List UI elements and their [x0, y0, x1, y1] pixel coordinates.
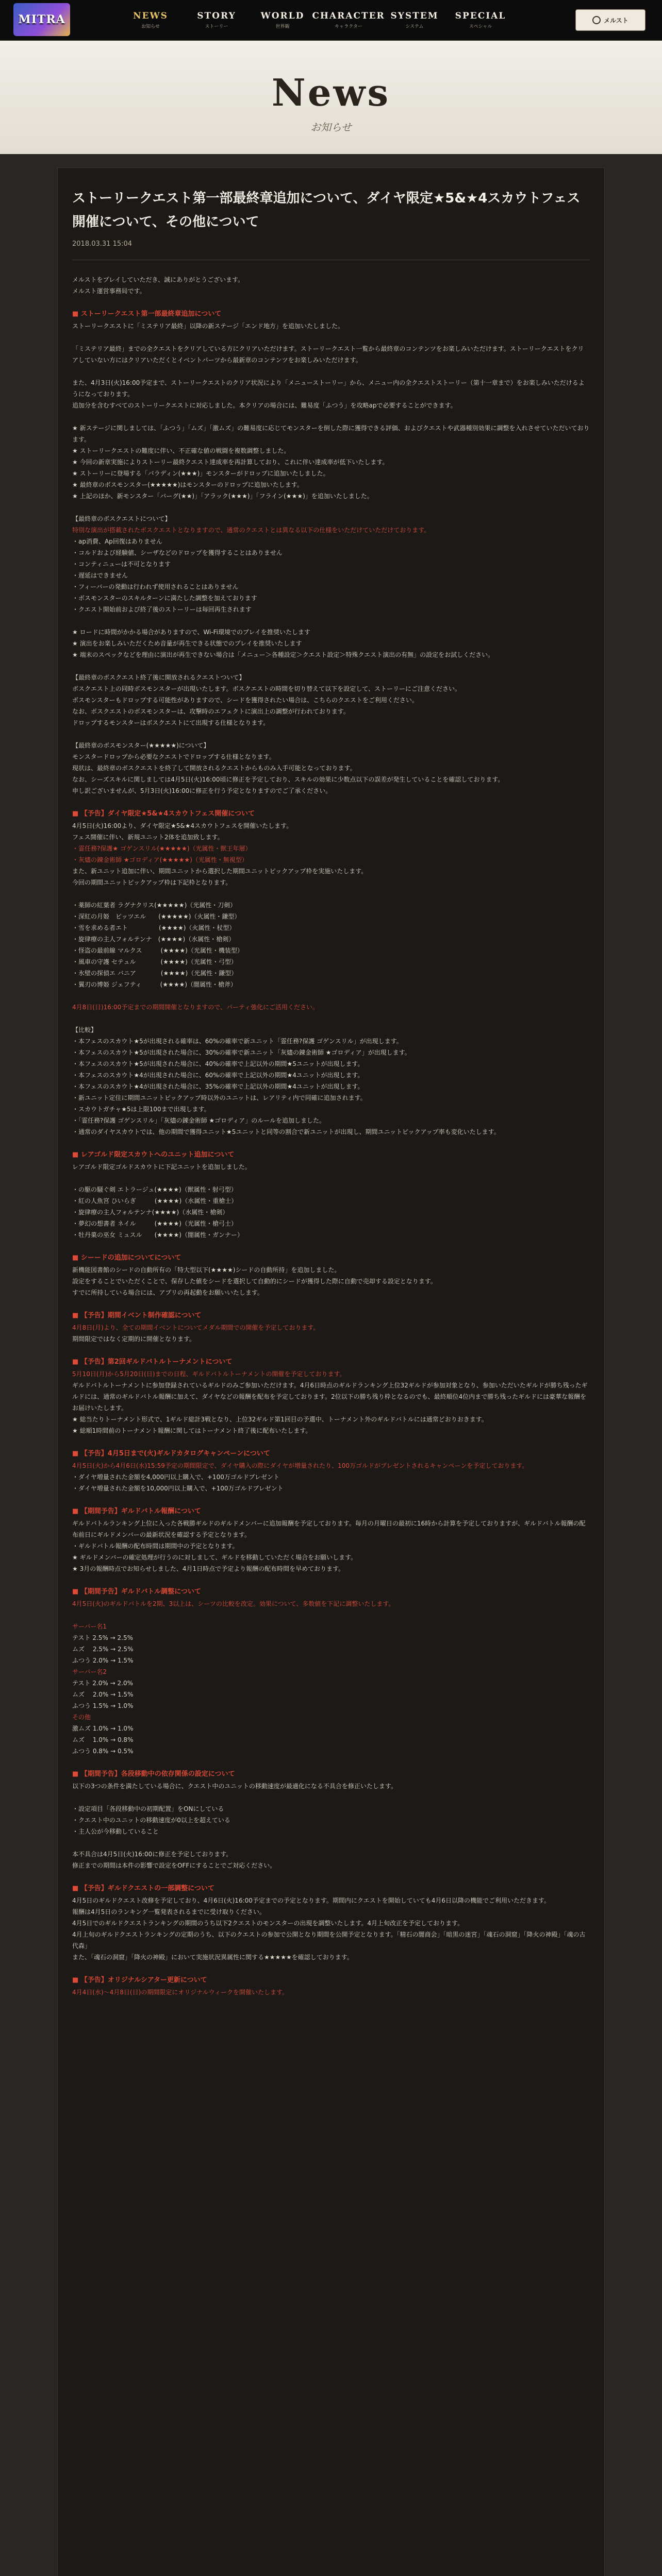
section-heading: ■ ストーリークエスト第一部最終章追加について	[72, 310, 222, 318]
article-paragraph: ボスモンスターもドロップする可能性がありますので、シードを獲得されたい場合は、こちらのクエストをご利用ください。	[72, 697, 418, 704]
section-heading: ■ 【予告】ダイヤ限定★5&★4スカウトフェス開催について	[72, 810, 255, 818]
article-paragraph: 以下の3つの条件を満たしている場合に、クエスト中のユニットの移動速度が最適化になる不具合を修正いたします。	[72, 1783, 397, 1790]
site-header	[0, 0, 662, 41]
spacer	[72, 1173, 590, 1184]
article-paragraph: テスト 2.0% → 2.0%	[72, 1680, 133, 1687]
article-paragraph: その他	[72, 1714, 91, 1721]
section-heading: ■ 【予告】期間イベント制作確認について	[72, 1312, 202, 1319]
article-paragraph: ・霊任務?保護★ ゴゲンスリル(★★★★★)（光属性・獣王年層）	[72, 845, 252, 852]
article-paragraph: ・本フェスのスカウト★5が出現された場合に、40%の確率で上記以外の期間★5ユニットが出現します。	[72, 1060, 364, 1067]
article-paragraph: 申し訳ございませんが、5月3日(火)16:00に修正を行う予定となりますのでご了承ください。	[72, 787, 332, 794]
spacer	[72, 332, 590, 343]
article-paragraph: モンスタードロップから必要なクエストでドロップする仕様となります。	[72, 753, 275, 760]
spacer	[72, 502, 590, 513]
article-paragraph: ・クエスト開始前および終了後のストーリーは毎回再生されます	[72, 606, 252, 613]
article-paragraph: サーバー名1	[72, 1623, 107, 1630]
spacer	[72, 796, 590, 808]
article-paragraph: 4月5日(火)から4月6日(水)15:59予定の期間限定で、ダイヤ購入の際にダイヤが増量されたり、100万ゴルドがプレゼントされるキャンペーンを予定しております。	[72, 1462, 528, 1469]
article-paragraph: 本不具合は4月5日(火)16:00に修正を予定しております。	[72, 1851, 233, 1858]
spacer	[72, 1792, 590, 1803]
spacer	[72, 888, 590, 900]
section-heading: ■ 【予告】第2回ギルドバトルトーナメントについて	[72, 1358, 233, 1366]
article-paragraph: ・フィーバーの発動は行われず使用されることはありません	[72, 583, 239, 590]
article-paragraph: ★ 端末のスペックなどを理由に演出が再生できない場合は「メニュー＞各種設定＞クエスト設定＞特殊クエスト演出の有無」の設定をお試しください。	[72, 651, 494, 658]
article-paragraph: また、「魂石の洞窟」「降火の神殿」において実施状況異属性に関する★★★★★を確認しております。	[72, 1954, 353, 1961]
article-paragraph: 4月8日(日)16:00予定までの期間開催となりますので、パーティ強化にご活用ください。	[72, 1004, 319, 1011]
nav-world[interactable]	[250, 0, 316, 40]
spacer	[72, 1963, 590, 1974]
nav-sublabel: ストーリー	[205, 24, 228, 29]
article-paragraph: 4月上旬のギルドクエストランキングの定期のうち、以下のクエストの参加で公開となり期間を公開予定となります。「精石の闇商会」「暗黒の迷宮」「魂石の洞窟」「降火の神殿」「魂の古代森」	[72, 1931, 586, 1950]
article-paragraph: ・通常のダイヤスカウトでは、他の期間で獲得ユニット★5ユニットと同等の割合で新ユニットが出現し、期間ユニットピックアップ率も変化いたします。	[72, 1128, 500, 1136]
article-paragraph: ストーリークエストに「ミステリア最終」以降の新ステージ「エンド地方」を追加いたしました。	[72, 323, 344, 330]
article-paragraph: 特別な演出が搭載されたボスクエストとなりますので、通常のクエストとは異なる以下の仕様をいただけていただけております。	[72, 527, 431, 534]
article-paragraph: ・灰燼の錬金術師 ★ゴロディア(★★★★★)（光属性・無視型）	[72, 856, 248, 863]
article-paragraph: ・ダイヤ増量された金額を10,000円以上購入で、+100万ゴルドプレゼント	[72, 1485, 284, 1492]
nav-sublabel: スペシャル	[469, 24, 492, 29]
article-paragraph: 今回の期間ユニットピックアップ枠は下記枠となります。	[72, 879, 232, 886]
article-paragraph: ・ダイヤ増量された金額を4,000円以上購入で、+100万ゴルドプレゼント	[72, 1473, 279, 1481]
article-paragraph: ・主人公が今移動していること	[72, 1828, 159, 1835]
article-paragraph: ・翼刃の博姫 ジェフティ (★★★★)（闇属性・槍斧）	[72, 981, 237, 988]
article-paragraph: フェス開催に伴い、新規ユニット2体を追加致します。	[72, 834, 224, 841]
logo-text: MITRA	[18, 13, 65, 26]
nav-story[interactable]	[184, 0, 250, 40]
spacer	[72, 1436, 590, 1448]
article-paragraph: なお、シーズスキルに関しましては4月5日(火)16:00頃に修正を予定しており、スキルの効果に少数点以下の誤差が発生していることを確認しております。	[72, 776, 504, 783]
article-paragraph: サーバー名2	[72, 1668, 107, 1675]
article-paragraph: レアゴルド限定ゴルドスカウトに下記ユニットを追加しました。	[72, 1163, 251, 1171]
article-paragraph: 設定をすることでいただくことで、保存した値をシードを選択して自動的にシードが獲得した際に自動で売却する設定となります。	[72, 1278, 437, 1285]
spacer	[72, 1574, 590, 1586]
nav-label: SPECIAL	[455, 11, 506, 21]
article-paragraph: ★ 今回の新章実施によりストーリー最終クエスト達成率を再計算しており、これに伴い達成率が低下いたします。	[72, 459, 389, 466]
article-paragraph: ★ ストーリーに登場する「パラディン(★★★)」モンスターがドロップに追加いたしました。	[72, 470, 329, 477]
nav-news[interactable]	[118, 0, 184, 40]
spacer	[72, 1609, 590, 1621]
article-paragraph: ★ 総当たりトーナメント形式で、1ギルド総計3戦となり、上位32ギルド第1回目の予選中、トーナメント外のギルドバトルには通常どおりおきます。	[72, 1416, 488, 1423]
spacer	[72, 1871, 590, 1883]
spacer	[72, 1013, 590, 1024]
article-paragraph: ・設定項目「各段移動中の初期配置」をONにしている	[72, 1805, 224, 1812]
spacer	[72, 660, 590, 672]
article-paragraph: ・コルドおよび経験値、シーザなどのドロップを獲得することはありません	[72, 549, 283, 556]
article-paragraph: ギルドバトルトーナメントに参加登録されているギルドのみご参加いただけます。4月6日時点のギルドランキング上位32ギルドが参加対象となり、参加いただいたギルドが勝ち残ったギルドには、通常のギルドバトル報酬に加えて、ダイヤなどの報酬を配布を予定しております。2位以下の勝ち残り枠となるのでも、最終順位4位内まで勝ち残ったギルドには豪華な報酬をお届けいたします。	[72, 1382, 588, 1412]
article-paragraph: ★ 3月の報酬時点でお知らせしました、4月1日時点で予定より報酬の配布時間を早めております。	[72, 1565, 345, 1572]
article-paragraph: ・スカウトガチャ★5は上限100まで出現します。	[72, 1106, 210, 1113]
spacer	[72, 411, 590, 422]
article-paragraph: ・本フェスのスカウト★4が出現された場合に、60%の確率で上記以外の期間★4ユニットが出現します。	[72, 1072, 364, 1079]
section-heading: ■ レアゴルド限定スカウトへのユニット追加について	[72, 1151, 235, 1159]
article-paragraph: ★ 演出をお楽しみいただくため音量が再生できる状態でのプレイを推奨いたします	[72, 640, 302, 647]
article-paragraph: 4月5日(火)のギルドバトルを2期、3以上は、シーツの比較を改定。効果について、多数値を下記に調整いたします。	[72, 1600, 395, 1607]
article-paragraph: 【最終章のボスクエストについて】	[72, 515, 171, 522]
article-paragraph: 【最終章のボスクエスト終了後に開放されるクエストついて】	[72, 674, 245, 681]
article-paragraph: ボスクエスト上の同時ボスモンスターが出現いたします。ボスクエストの時間を切り替えて以下を設定して、ストーリーにご注意ください。	[72, 685, 461, 692]
article-paragraph: 期間限定ではなく定期的に開催となります。	[72, 1335, 196, 1343]
article-paragraph: ・氷壁の探偵エ バニア (★★★★)（光属性・鎌型）	[72, 970, 238, 977]
article-paragraph: ・紅の人魚宮 ひいらぎ (★★★★)（水属性・重槍士）	[72, 1197, 238, 1205]
nav-label: NEWS	[133, 11, 168, 21]
article-paragraph: テスト 2.5% → 2.5%	[72, 1634, 133, 1641]
article-paragraph: ムズ 1.0% → 0.8%	[72, 1736, 134, 1743]
article-paragraph: ・本フェスのスカウト★4が出現された場合に、35%の確率で上記以外の期間★4ユニットが出現します。	[72, 1083, 364, 1090]
spacer	[72, 1298, 590, 1310]
article-paragraph: ・ap消費、Ap回復はありません	[72, 538, 162, 545]
article-paragraph: ★ ストーリークエストの難度に伴い、不正確な値の戦闘を複数調整しました。	[72, 447, 290, 454]
section-heading: ■ 【予告】ギルドクエストの一部調整について	[72, 1885, 214, 1892]
article-paragraph: ・本フェスのスカウト★5が出現された場合に、30%の確率で新ユニット「灰燼の錬金術師 ★ゴロディア」が出現します。	[72, 1049, 411, 1056]
page-title: News	[271, 71, 391, 114]
spacer	[72, 990, 590, 1002]
section-heading: ■ シーードの追加についてについて	[72, 1254, 181, 1262]
article-paragraph: メルストをプレイしていただき、誠にありがとうございます。	[72, 276, 244, 283]
news-hero	[0, 41, 662, 154]
article-paragraph: ・クエスト中のユニットの移動速度が0以上を超えている	[72, 1817, 230, 1824]
article-paragraph: ・遅延はできません	[72, 572, 128, 579]
section-heading: ■ 【期間予告】ギルドバトル報酬について	[72, 1507, 201, 1515]
spacer	[72, 1241, 590, 1252]
article-paragraph: メルスト運営事務局です。	[72, 287, 146, 295]
nav-system[interactable]	[382, 0, 448, 40]
article-paragraph: ★ 上記のほか、新モンスター「バーグ(★★)」「アラック(★★★)」「フライン(★★★)」を追加いたしました。	[72, 493, 373, 500]
article-paragraph: 激ムズ 1.0% → 1.0%	[72, 1725, 134, 1732]
article-paragraph: 追加分を含むすべてのストーリークエストに対応しました。本クリアの場合には、難易度「ふつう」を攻略apで必要することができます。	[72, 402, 457, 409]
main-nav	[118, 0, 514, 40]
nav-label: SYSTEM	[390, 11, 439, 21]
nav-sublabel: 世界観	[275, 24, 290, 29]
article-paragraph: ギルドバトルランキング上位に入った各戦勝ギルドのギルドメンバーに追加報酬を予定しております。毎月の月曜日の最初に16時から計算を予定しておりますが、ギルドバトル報酬の配布前日にギルドメンバーの最新状況を確認する予定となります。	[72, 1520, 586, 1538]
article-paragraph: ・本フェスのスカウト★5が出現される確率は、60%の確率で新ユニット「霊任務?保護 ゴゲンスリル」が出現します。	[72, 1038, 403, 1045]
article-paragraph: ★ ギルドメンバーの確定処理が行うのに対しまして、ギルドを移動していただく場合をお願いします。	[72, 1554, 357, 1561]
article-paragraph: ・の駆の騒ぐ剣 エトラージュ(★★★★)（獣属性・射弓型）	[72, 1186, 237, 1193]
spacer	[72, 366, 590, 377]
article-paragraph: ・旋律療の主人フォルテンナ(★★★★)（水属性・槍剣）	[72, 1209, 229, 1216]
circle-icon	[592, 16, 601, 24]
article-paragraph: 4月5日(火)16:00より、ダイヤ限定★5&★4スカウトフェスを開催いたします。	[72, 822, 293, 829]
section-heading: ■ 【予告】4月5日まで(火)ギルドカタログキャンペーンについて	[72, 1450, 270, 1458]
article-paragraph: 新機能図書館のシードの自動所有の「特大型以下(★★★★)シードの自動所持」を追加しました。	[72, 1266, 341, 1274]
article-title: ストーリークエスト第一部最終章追加について、ダイヤ限定★5&★4スカウトフェス開催について、その他について	[72, 191, 581, 230]
article-paragraph: ★ 総順1時間前のトーナメント報酬に関してはトーナメント終了後に配布いたします。	[72, 1427, 312, 1434]
spacer	[72, 728, 590, 740]
article-paragraph: 4月5日のギルドクエスト改修を予定しており、4月6日(火)16:00予定までの予定となります。期間内にクエストを開始していても4月6日以降の機能でご利用いただきます。	[72, 1897, 551, 1904]
nav-sublabel: システム	[405, 24, 424, 29]
article-paragraph: ふつう 2.0% → 1.5%	[72, 1657, 134, 1664]
article-paragraph: ・深紅の月姫 ビッツエル (★★★★★)（火属性・鎌型）	[72, 913, 241, 920]
spacer	[72, 1345, 590, 1356]
article-paragraph: 報酬は4月5日のランキング一覧発表されるまでに受け取りください。	[72, 1908, 266, 1916]
article-paragraph: また、4月3日(火)16:00予定まで、ストーリークエストのクリア状況により「メニューストーリー」から、メニュー内の全クエストストーリー（第十一章まで）をお楽しみいただけるようになっております。	[72, 379, 585, 398]
article-paragraph: ★ 最終章のボスモンスター(★★★★★)はモンスターのドロップに追加いたします。	[72, 481, 303, 488]
article-paragraph: ・夢幻の想書者 ネイル (★★★★)（光属性・槍弓士）	[72, 1220, 237, 1227]
article-paragraph: 【最終章のボスモンスター(★★★★★)について】	[72, 742, 210, 749]
nav-sublabel: お知らせ	[141, 24, 160, 29]
article-paragraph: ・牡丹菓の巫女 ミュスル (★★★★)（闇属性・ガンナー）	[72, 1231, 243, 1239]
page-subtitle: お知らせ	[310, 121, 352, 133]
article-paragraph: ・薬師の紅葉者 ラグナクリス(★★★★★)（光属性・刀剣）	[72, 902, 237, 909]
section-heading: ■ 【予告】オリジナルシアター更新について	[72, 1976, 207, 1984]
spacer	[72, 615, 590, 626]
nav-label: STORY	[197, 11, 236, 21]
spacer	[72, 1757, 590, 1768]
article-paragraph: ドロップするモンスターはボスクエストにて出現する仕様となります。	[72, 719, 270, 726]
header-app-button-label: メルスト	[604, 16, 628, 24]
article-paragraph: ムズ 2.0% → 1.5%	[72, 1691, 134, 1698]
article-paragraph: ふつう 0.8% → 0.5%	[72, 1748, 134, 1755]
spacer	[72, 297, 590, 308]
article-paragraph: 「ミステリア最終」までの全クエストをクリアしている方にクリアいただけます。ストーリークエスト一覧から最終章のコンテンツをお楽しみいただけます。ストーリークエストをクリアしていない方にはクリアいただくとイベントパーツから最新章のコンテンツをお楽しみいただけます。	[72, 345, 584, 364]
article-paragraph: ・ギルドバトル報酬の配布時間は期間中の予定となります。	[72, 1543, 239, 1550]
spacer	[72, 1494, 590, 1505]
article-paragraph: 5月10日(月)から5月20日(日)までの日程、ギルドバトルトーナメントの開催を予定しております。	[72, 1370, 346, 1378]
header-app-button[interactable]	[575, 9, 646, 31]
article-paragraph: ・新ユニット定住に期間ユニットピックアップ時以外のユニットは、レアリティ内で同確に追加されます。	[72, 1094, 367, 1101]
article-paragraph: また、新ユニット追加に伴い、期間ユニットから選択した期間ユニットピックアップ枠を実施いたします。	[72, 868, 368, 875]
article-paragraph: ふつう 1.5% → 1.0%	[72, 1702, 134, 1709]
article-paragraph: ・旋律療の主人フォルテンナ (★★★★)（水属性・槍剣）	[72, 936, 235, 943]
article-paragraph: ・「霊任務?保護 ゴゲンスリル」「灰燼の錬金術師 ★ゴロディア」のルールを追加しました。	[72, 1117, 325, 1124]
section-heading: ■ 【期間予告】ギルドバトル調整について	[72, 1588, 201, 1596]
article-paragraph: ・コンティニューは不可となります	[72, 561, 171, 568]
article-paragraph: 4月5日でのギルドクエストランキングの期間のうち以下2クエストのモンスターの出現を調整いたします。4月上旬改正を予定しております。	[72, 1920, 464, 1927]
article-paragraph: なお、ボスクエストのボスモンスターは、攻撃時のエフェクトに演出上の調整が行われております。	[72, 708, 350, 715]
news-article	[57, 167, 605, 2576]
section-heading: ■ 【期間予告】各段移動中の依存関係の設定について	[72, 1770, 235, 1778]
nav-sublabel: キャラクター	[335, 24, 362, 29]
game-logo[interactable]	[13, 3, 70, 36]
nav-label: WORLD	[260, 11, 305, 21]
spacer	[72, 1138, 590, 1149]
article-paragraph: ・ボスモンスターのスキルターンに満たした調整を加えております	[72, 595, 257, 602]
nav-label: CHARACTER	[312, 11, 385, 21]
article-paragraph: 【比較】	[72, 1026, 97, 1033]
article-body	[72, 274, 590, 1998]
spacer	[72, 1837, 590, 1849]
nav-character[interactable]	[312, 0, 385, 40]
article-paragraph: ★ 新ステージに関しましては、「ふつう」「ムズ」「激ムズ」の難易度に応じてモンスターを倒した際に獲得できる評価、およびクエストや武器種別効果に調整を入れさせていただいております。	[72, 425, 590, 443]
article-paragraph: ・雪を求める者エト (★★★★)（火属性・杖型）	[72, 924, 236, 931]
article-paragraph: ★ ロードに時間がかかる場合がありますので、Wi-Fi環境でのプレイを推奨いたします	[72, 629, 310, 636]
article-paragraph: 修正までの期間は本件の影響で設定をOFFにすることでご対応ください。	[72, 1862, 276, 1869]
article-paragraph: 現状は、最終章のボスクエストを終了して開放されるクエストからものみ入手可能となっております。	[72, 765, 356, 772]
article-paragraph: 4月4日(水)～4月8日(日)の期間限定にオリジナルウィークを開催いたします。	[72, 1989, 288, 1996]
article-paragraph: ムズ 2.5% → 2.5%	[72, 1646, 134, 1653]
article-paragraph: ・怪盗の最前線 マルクス (★★★★)（光属性・機装型）	[72, 947, 243, 954]
article-paragraph: 4月8日(月)より、全ての期間イベントについてメダル期間での開催を予定しております。	[72, 1324, 320, 1331]
article-paragraph: ・風車の守護 セテュル (★★★★)（光属性・弓型）	[72, 958, 237, 965]
article-paragraph: すでに所持している場合には、アプリの再起動をお願いいたします。	[72, 1289, 263, 1296]
article-date: 2018.03.31 15:04	[72, 240, 133, 248]
nav-special[interactable]	[448, 0, 514, 40]
